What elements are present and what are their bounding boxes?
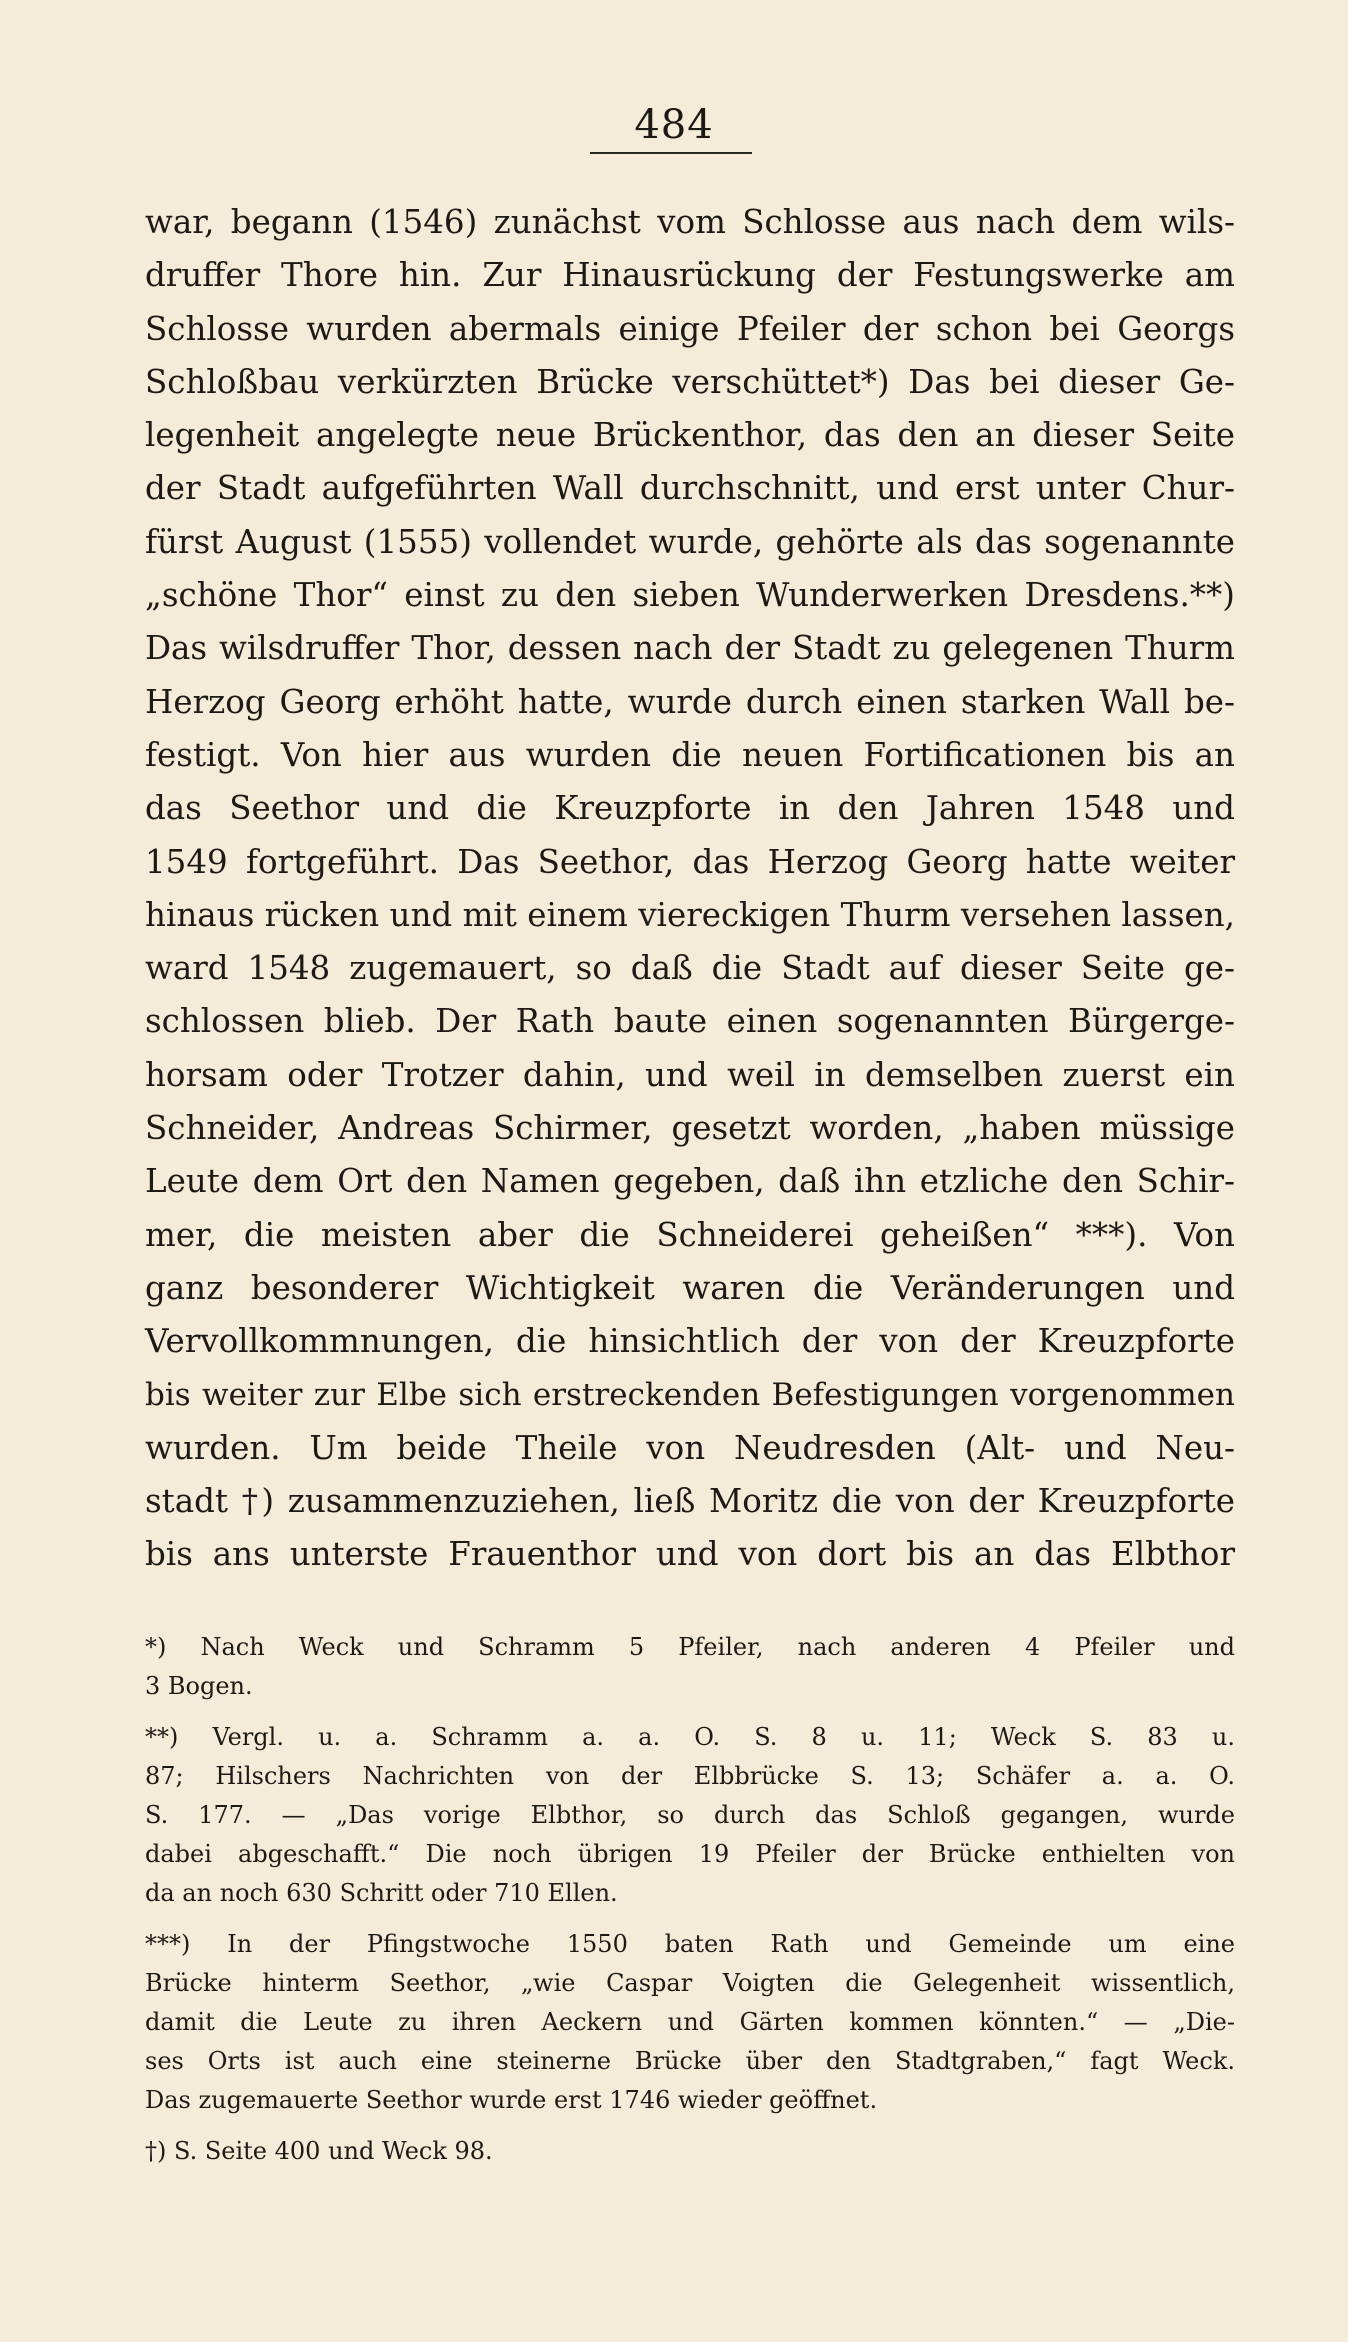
footnote-line: da an noch 630 Schritt oder 710 Ellen. xyxy=(145,1879,618,1907)
footnote-line: ses Orts ist auch eine steinerne Brücke über den Stadtgraben,“ fagt Weck. xyxy=(145,2047,1235,2075)
text-line: legenheit angelegte neue Brückenthor, das den an dieser Seite xyxy=(145,416,1235,455)
text-line: das Seethor und die Kreuzpforte in den Jahren 1548 und xyxy=(145,789,1235,828)
main-text xyxy=(145,196,1235,1582)
text-line: war, begann (1546) zunächst vom Schlosse aus nach dem wils- xyxy=(145,203,1235,241)
footnote-1 xyxy=(145,1628,1235,1706)
text-line: der Stadt aufgeführten Wall durchschnitt, und erst unter Chur- xyxy=(145,469,1235,508)
text-line: stadt †) zusammenzuziehen, ließ Moritz die von der Kreuzpforte xyxy=(145,1482,1235,1521)
text-line: „schöne Thor“ einst zu den sieben Wunderwerken Dresdens.**) xyxy=(145,576,1235,615)
text-line: ward 1548 zugemauert, so daß die Stadt auf dieser Seite ge- xyxy=(145,949,1235,988)
text-line: druffer Thore hin. Zur Hinausrückung der Festungswerke am xyxy=(145,256,1235,295)
text-line: hinaus rücken und mit einem viereckigen Thurm versehen lassen, xyxy=(145,895,1235,934)
text-line: wurden. Um beide Theile von Neudresden (Alt- und Neu- xyxy=(145,1428,1235,1467)
page-number: 484 xyxy=(634,102,714,148)
footnotes xyxy=(145,1628,1235,2171)
text-line: Schneider, Andreas Schirmer, gesetzt worden, „haben müssige xyxy=(145,1109,1235,1148)
text-line: schlossen blieb. Der Rath baute einen sogenannten Bürgerge- xyxy=(145,1002,1235,1041)
text-line: 1549 fortgeführt. Das Seethor, das Herzog Georg hatte weiter xyxy=(145,842,1235,881)
text-line: Herzog Georg erhöht hatte, wurde durch einen starken Wall be- xyxy=(145,682,1235,721)
footnote-2 xyxy=(145,1718,1235,1913)
footnote-line: Das zugemauerte Seethor wurde erst 1746 wieder geöffnet. xyxy=(145,2086,878,2114)
header-rule xyxy=(590,152,752,154)
text-line: horsam oder Trotzer dahin, und weil in demselben zuerst ein xyxy=(145,1055,1235,1094)
text-line: ganz besonderer Wichtigkeit waren die Veränderungen und xyxy=(145,1268,1235,1307)
text-line: Leute dem Ort den Namen gegeben, daß ihn etzliche den Schir- xyxy=(145,1162,1235,1201)
footnote-line: dabei abgeschafft.“ Die noch übrigen 19 Pfeiler der Brücke enthielten von xyxy=(145,1840,1235,1868)
footnote-line: ***) In der Pfingstwoche 1550 baten Rath und Gemeinde um eine xyxy=(145,1930,1235,1958)
footnote-4 xyxy=(145,2132,1235,2171)
footnote-3 xyxy=(145,1925,1235,2120)
text-line: mer, die meisten aber die Schneiderei geheißen“ ***). Von xyxy=(145,1215,1235,1254)
footnote-line: 87; Hilschers Nachrichten von der Elbbrücke S. 13; Schäfer a. a. O. xyxy=(145,1762,1235,1790)
footnote-line: †) S. Seite 400 und Weck 98. xyxy=(145,2137,493,2165)
text-line: fürst August (1555) vollendet wurde, gehörte als das sogenannte xyxy=(145,522,1235,561)
text-line: Schloßbau verkürzten Brücke verschüttet*) Das bei dieser Ge- xyxy=(145,362,1235,401)
footnote-line: damit die Leute zu ihren Aeckern und Gärten kommen könnten.“ — „Die- xyxy=(145,2008,1235,2036)
text-line: festigt. Von hier aus wurden die neuen Fortificationen bis an xyxy=(145,735,1235,774)
text-line: Vervollkommnungen, die hinsichtlich der von der Kreuzpforte xyxy=(145,1322,1235,1361)
footnote-line: 3 Bogen. xyxy=(145,1672,253,1700)
text-line: Das wilsdruffer Thor, dessen nach der Stadt zu gelegenen Thurm xyxy=(145,629,1235,668)
footnote-line: Brücke hinterm Seethor, „wie Caspar Voigten die Gelegenheit wissentlich, xyxy=(145,1969,1235,1997)
footnote-line: *) Nach Weck und Schramm 5 Pfeiler, nach anderen 4 Pfeiler und xyxy=(145,1633,1235,1661)
text-line: bis weiter zur Elbe sich erstreckenden Befestigungen vorgenommen xyxy=(145,1376,1235,1413)
text-line: Schlosse wurden abermals einige Pfeiler der schon bei Georgs xyxy=(145,309,1235,348)
text-line: bis ans unterste Frauenthor und von dort bis an das Elbthor xyxy=(145,1535,1235,1574)
footnote-line: S. 177. — „Das vorige Elbthor, so durch das Schloß gegangen, wurde xyxy=(145,1801,1235,1829)
footnote-line: **) Vergl. u. a. Schramm a. a. O. S. 8 u. 11; Weck S. 83 u. xyxy=(145,1723,1235,1751)
